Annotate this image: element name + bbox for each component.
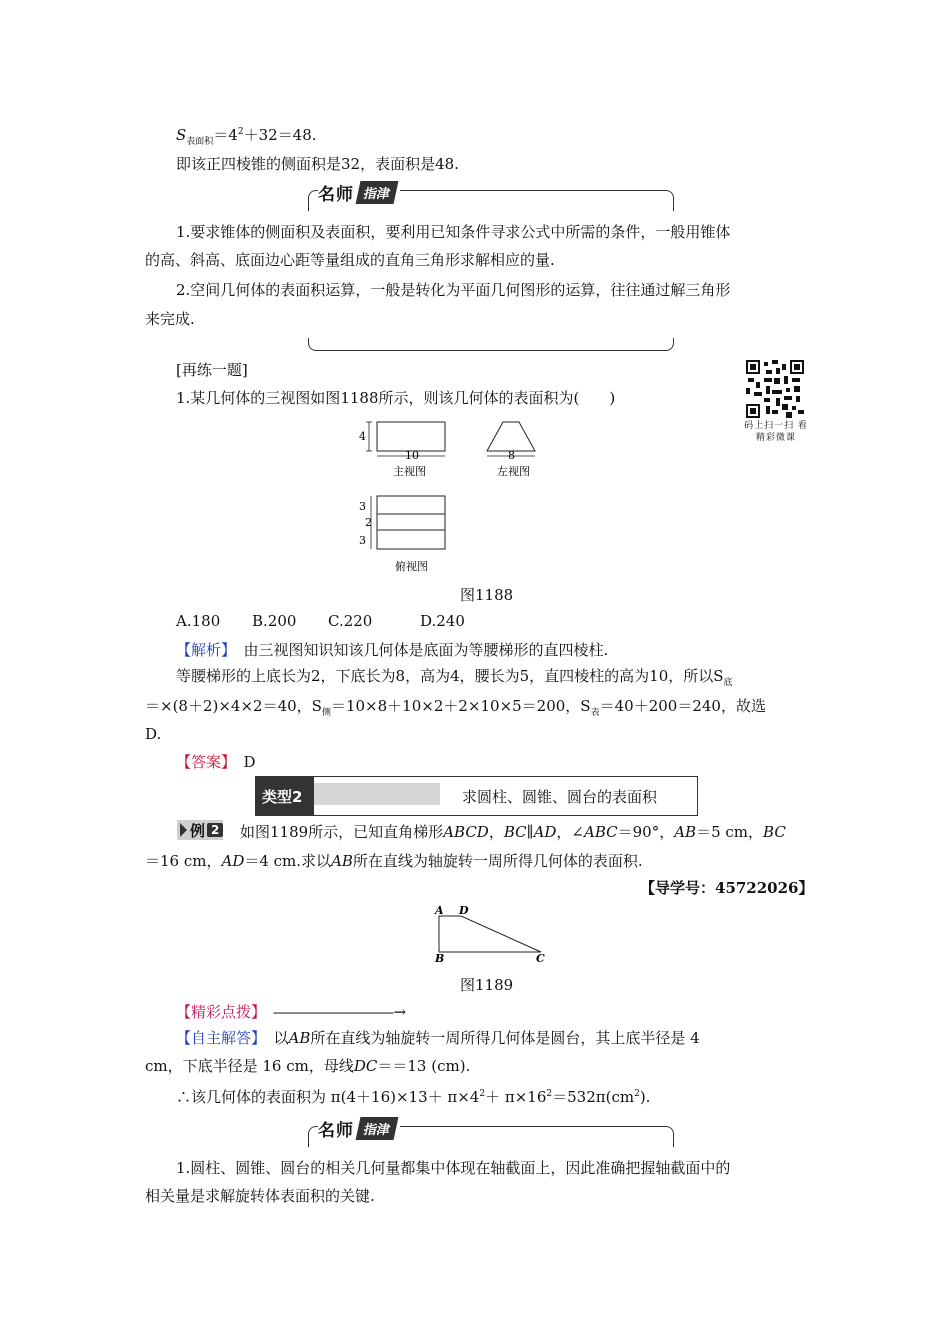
tip-text: 来完成. <box>145 310 195 328</box>
tip-text: 1.要求锥体的侧面积及表面积，要利用已知条件寻求公式中所需的条件，一般用锥体 <box>176 223 731 241</box>
tip-text: 相关量是求解旋转体表面积的关键. <box>145 1187 375 1205</box>
solution-line: cm，下底半径是 16 cm，母线DC＝＝13 (cm). <box>145 1057 471 1075</box>
solution-line: 【自主解答】 以AB所在直线为轴旋转一周所得几何体是圆台，其上底半径是 4 <box>176 1029 700 1047</box>
type-bar-shade <box>314 783 440 805</box>
example-text: 如图1189所示，已知直角梯形ABCD，BC∥AD，∠ABC＝90°，AB＝5 cm，BC <box>240 823 786 841</box>
analysis-line: D. <box>145 725 162 743</box>
analysis-line: 等腰梯形的上底长为2，下底长为8，高为4，腰长为5，直四棱柱的高为10，所以$S_底$ <box>176 667 733 688</box>
practice-question: 1.某几何体的三视图如图1188所示，则该几何体的表面积为( ) <box>176 389 616 407</box>
side-width-label: 8 <box>508 449 515 462</box>
tip-box-bottom <box>308 338 674 351</box>
solution-line: ∴该几何体的表面积为 $\pi(4+16)\times 13+ \pi\times 4^2+ \pi\times 16^2=532\pi(cm^2)$. <box>176 1088 651 1106</box>
top-dim-a: 3 <box>359 500 366 513</box>
type-title: 求圆柱、圆锥、圆台的表面积 <box>462 788 658 806</box>
option-c: C.220 <box>328 612 373 630</box>
result-statement: 即该正四棱锥的侧面积是32，表面积是48. <box>176 155 459 173</box>
front-width-label: 10 <box>405 449 419 462</box>
type-heading-box <box>255 776 698 816</box>
front-height-label: 4 <box>359 430 366 443</box>
figure-caption: 图1188 <box>460 586 514 604</box>
tip-label: 名师 指津 <box>318 1116 400 1140</box>
solution-label: 【自主解答】 <box>176 1029 259 1047</box>
top-dim-c: 3 <box>359 534 366 547</box>
practice-header: [再练一题] <box>176 361 248 379</box>
tip-text: 1.圆柱、圆锥、圆台的相关几何量都集中体现在轴截面上，因此准确把握轴截面中的 <box>176 1159 731 1177</box>
tip-text: 2.空间几何体的表面积运算，一般是转化为平面几何图形的运算，往往通过解三角形 <box>176 281 731 299</box>
example-text: ＝16 cm，AD＝4 cm.求以AB所在直线为轴旋转一周所得几何体的表面积. <box>145 852 643 870</box>
answer-line: 【答案】 D <box>176 753 256 771</box>
option-a: A.180 <box>176 612 221 630</box>
qr-code-icon[interactable] <box>746 360 804 418</box>
surface-area-formula: $S_{表面积}=4^2+32=48$. <box>176 126 317 147</box>
figure-caption: 图1189 <box>460 976 514 994</box>
vertex-b: B <box>435 952 445 964</box>
tip-label: 名师 指津 <box>318 180 400 204</box>
hint-label: 【精彩点拨】 <box>176 1003 259 1021</box>
example-label: 例 2 <box>177 820 223 840</box>
top-dim-b: 2 <box>365 516 372 529</box>
tip-text: 的高、斜高、底面边心距等量组成的直角三角形求解相应的量. <box>145 251 555 269</box>
type-label: 类型2 <box>256 777 314 815</box>
figure-1189 <box>425 902 555 964</box>
answer-label: 【答案】 <box>176 753 229 771</box>
side-view-name: 左视图 <box>497 465 530 478</box>
qr-caption: 码上扫一扫 看精彩微课 <box>744 421 808 443</box>
analysis-line: 【解析】 由三视图知识知该几何体是底面为等腰梯形的直四棱柱. <box>176 641 609 659</box>
option-b: B.200 <box>252 612 297 630</box>
top-view-name: 俯视图 <box>395 560 428 573</box>
vertex-d: D <box>459 904 469 917</box>
analysis-label: 【解析】 <box>176 641 229 659</box>
vertex-a: A <box>435 904 444 917</box>
vertex-c: C <box>536 952 545 964</box>
guide-number: 【导学号：45722026】 <box>640 879 814 897</box>
option-d: D.240 <box>420 612 465 630</box>
front-view-name: 主视图 <box>393 465 426 478</box>
figure-1188 <box>355 418 555 580</box>
analysis-line: ＝×(8＋2)×4×2＝40，$S_侧=10\times 8+10\times 2+2\times 10\times 5=200$，$S_表=40+200=240$，故选 <box>145 697 766 718</box>
hint-line: 【精彩点拨】 ――――――――→ <box>176 1003 407 1021</box>
